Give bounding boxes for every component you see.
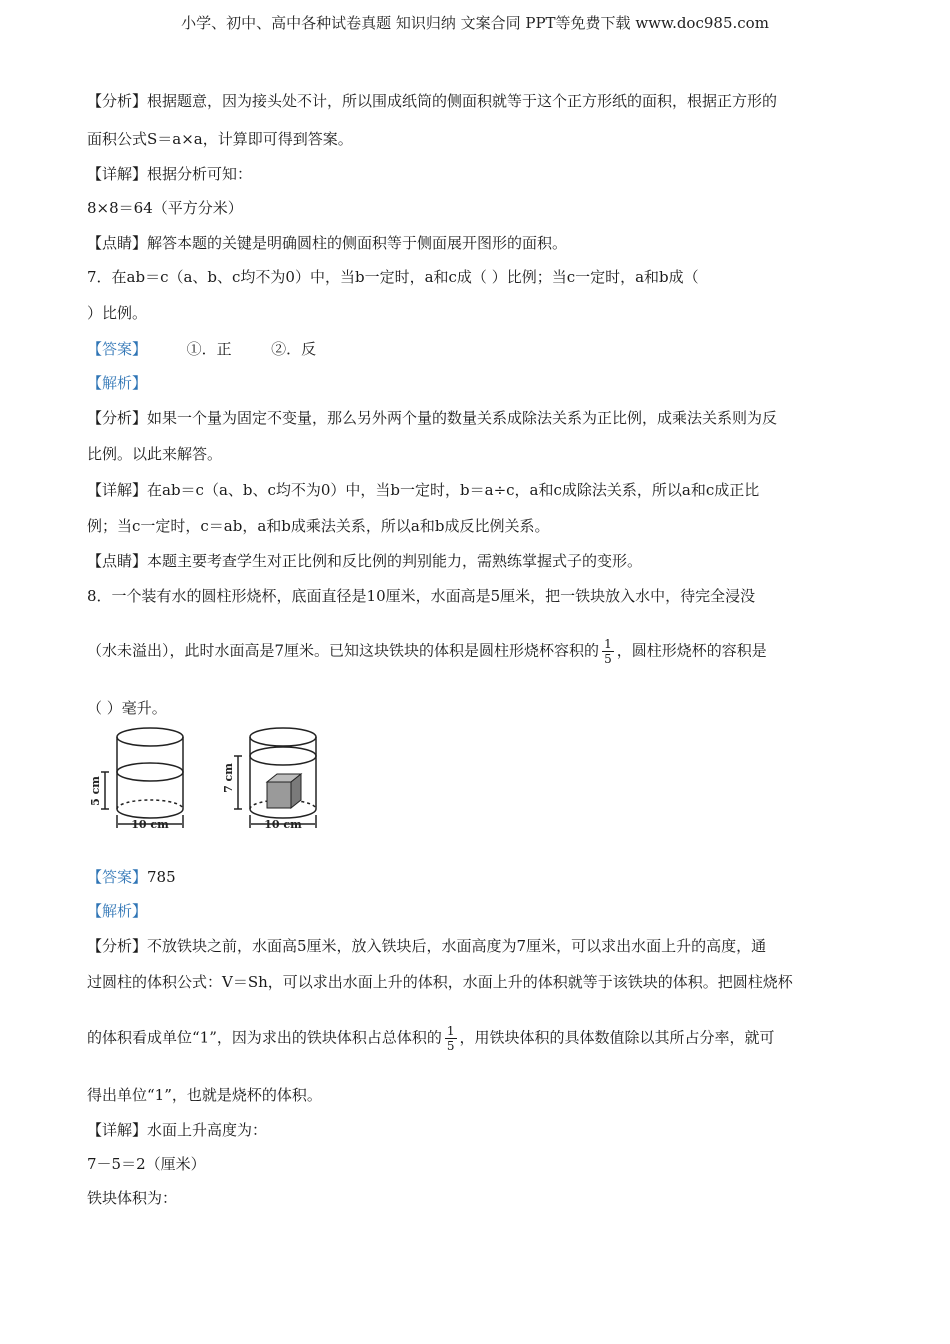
- question-8-blank: （ ）毫升。: [87, 699, 167, 717]
- left-width-label: 10 cm: [131, 818, 169, 831]
- detail-calc: 8×8＝64（平方分米）: [87, 199, 243, 217]
- explanation-tag: 【解析】: [87, 902, 148, 920]
- analysis-text-end: 得出单位“1”，也就是烧杯的体积。: [87, 1086, 322, 1104]
- tip-text: 【点睛】本题主要考查学生对正比例和反比例的判别能力，需熟练掌握式子的变形。: [87, 552, 643, 570]
- detail-text: 【详解】根据分析可知：: [87, 165, 253, 183]
- answer-7: [87, 338, 316, 359]
- answer-8: [87, 866, 176, 887]
- fraction-denominator: 5: [446, 1039, 455, 1053]
- analysis-text-cont: 面积公式S＝a×a，计算即可得到答案。: [87, 130, 353, 148]
- answer-tag: 【答案】: [87, 340, 148, 358]
- cylinder-figure: [87, 722, 327, 841]
- right-width-label: 10 cm: [264, 818, 302, 831]
- fraction-numerator: 1: [446, 1024, 455, 1038]
- right-height-label: 7 cm: [222, 763, 235, 793]
- question-7: 7．在ab＝c（a、b、c均不为0）中，当b一定时，a和c成（ ）比例；当c一定时，a和b成（: [87, 268, 699, 286]
- explanation-tag: 【解析】: [87, 374, 148, 392]
- answer-tag: 【答案】: [87, 868, 148, 886]
- cylinder-diagram: [87, 722, 327, 837]
- fraction-one-fifth: [602, 637, 614, 666]
- question-8-text-b: ，圆柱形烧杯的容积是: [616, 641, 767, 660]
- analysis-text-a: 的体积看成单位“1”，因为求出的铁块体积占总体积的: [87, 1028, 442, 1047]
- analysis-text: 【分析】如果一个量为固定不变量，那么另外两个量的数量关系成除法关系为正比例，成乘法关系则为反: [87, 409, 778, 427]
- analysis-text-b: ，用铁块体积的具体数值除以其所占分率，就可: [459, 1028, 775, 1047]
- question-8: 8．一个装有水的圆柱形烧杯，底面直径是10厘米，水面高是5厘米，把一铁块放入水中，待完全浸没: [87, 587, 756, 605]
- page-header: 小学、初中、高中各种试卷真题 知识归纳 文案合同 PPT等免费下载 www.doc985.com: [181, 14, 769, 32]
- detail-text: 【详解】在ab＝c（a、b、c均不为0）中，当b一定时，b＝a÷c，a和c成除法关系，所以a和c成正比: [87, 481, 760, 499]
- detail-text: 【详解】水面上升高度为：: [87, 1121, 268, 1139]
- analysis-text: 【分析】根据题意，因为接头处不计，所以围成纸筒的侧面积就等于这个正方形纸的面积，根据正方形的: [87, 92, 778, 110]
- detail-text-cont: 例；当c一定时，c＝ab，a和b成乘法关系，所以a和b成反比例关系。: [87, 517, 550, 535]
- answer-option-1: ①．正: [186, 340, 232, 358]
- analysis-text: 【分析】不放铁块之前，水面高5厘米，放入铁块后，水面高度为7厘米，可以求出水面上升的高度，通: [87, 937, 767, 955]
- answer-value: 785: [147, 868, 176, 886]
- question-8-text-a: （水未溢出），此时水面高是7厘米。已知这块铁块的体积是圆柱形烧杯容积的: [87, 641, 600, 660]
- question-7-cont: ）比例。: [87, 304, 148, 322]
- question-8-cont: [87, 637, 767, 666]
- analysis-text-cont: 比例。以此来解答。: [87, 445, 223, 463]
- answer-option-2: ②．反: [271, 340, 317, 358]
- fraction-denominator: 5: [604, 652, 612, 666]
- detail-text-cont: 铁块体积为：: [87, 1189, 178, 1207]
- analysis-text-fraction: [87, 1024, 775, 1053]
- detail-calc: 7－5＝2（厘米）: [87, 1155, 206, 1173]
- tip-text: 【点睛】解答本题的关键是明确圆柱的侧面积等于侧面展开图形的面积。: [87, 234, 568, 252]
- fraction-one-fifth: [445, 1024, 457, 1053]
- fraction-numerator: 1: [604, 637, 612, 651]
- left-height-label: 5 cm: [89, 776, 102, 806]
- analysis-text-cont: 过圆柱的体积公式：V＝Sh，可以求出水面上升的体积，水面上升的体积就等于该铁块的体积。把圆柱烧杯: [87, 973, 793, 991]
- iron-block: [267, 774, 301, 808]
